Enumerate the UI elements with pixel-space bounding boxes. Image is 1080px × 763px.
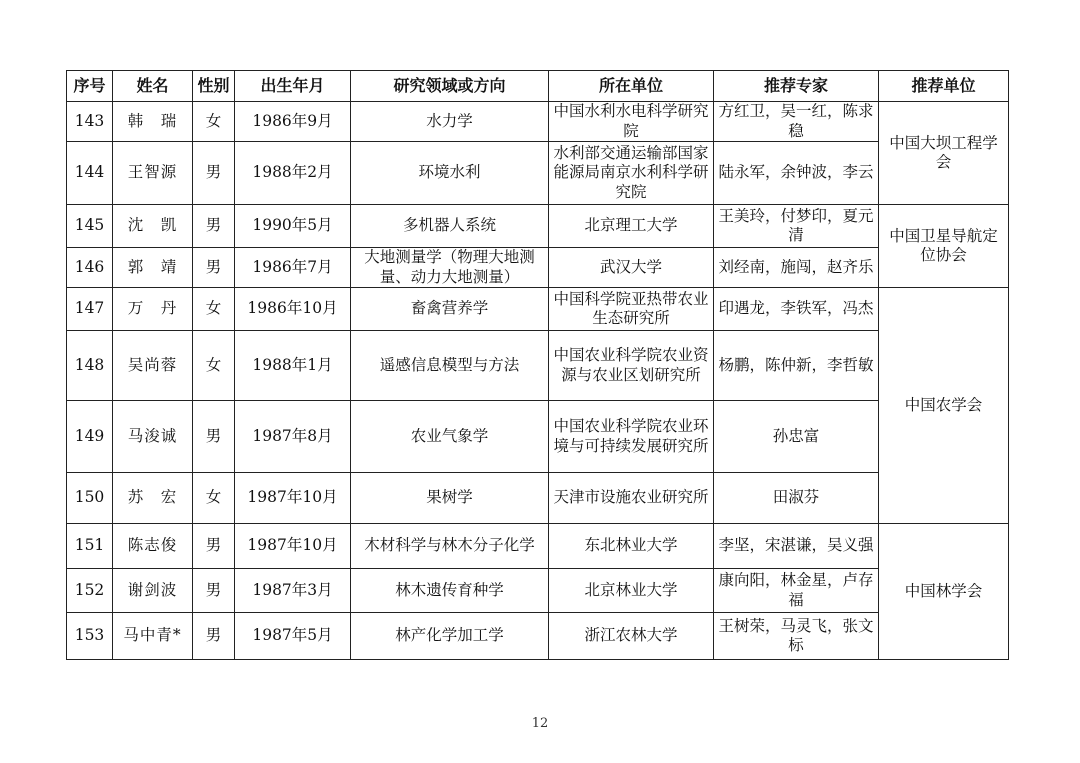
header-field: 研究领域或方向 [351,71,549,102]
cell-gender: 男 [193,569,235,613]
cell-experts: 杨鹏，陈仲新，李哲敏 [714,331,879,401]
table-row [67,102,1009,142]
table-row [67,524,1009,569]
cell-no: 148 [67,331,113,401]
cell-birth: 1988年2月 [235,142,351,205]
table-row [67,401,1009,473]
cell-birth: 1986年7月 [235,248,351,288]
cell-unit: 武汉大学 [549,248,714,288]
recommendation-table [66,70,1009,660]
cell-unit: 北京理工大学 [549,205,714,248]
cell-unit: 中国水利水电科学研究院 [549,102,714,142]
cell-name: 马浚诚 [113,401,193,473]
cell-experts: 孙忠富 [714,401,879,473]
table-row [67,288,1009,331]
cell-gender: 男 [193,524,235,569]
header-experts: 推荐专家 [714,71,879,102]
cell-birth: 1987年8月 [235,401,351,473]
cell-no: 152 [67,569,113,613]
cell-recommend-unit: 中国林学会 [879,524,1009,660]
cell-no: 145 [67,205,113,248]
cell-birth: 1990年5月 [235,205,351,248]
cell-field: 农业气象学 [351,401,549,473]
table-row [67,331,1009,401]
cell-field: 遥感信息模型与方法 [351,331,549,401]
header-birth: 出生年月 [235,71,351,102]
cell-no: 150 [67,473,113,524]
cell-no: 149 [67,401,113,473]
cell-field: 畜禽营养学 [351,288,549,331]
header-recommend-unit: 推荐单位 [879,71,1009,102]
table-row [67,248,1009,288]
cell-name: 陈志俊 [113,524,193,569]
cell-unit: 水利部交通运输部国家能源局南京水利科学研究院 [549,142,714,205]
cell-unit: 中国农业科学院农业环境与可持续发展研究所 [549,401,714,473]
header-no: 序号 [67,71,113,102]
cell-gender: 女 [193,331,235,401]
cell-experts: 陆永军，余钟波，李云 [714,142,879,205]
cell-name: 马中青* [113,613,193,660]
cell-field: 林产化学加工学 [351,613,549,660]
cell-unit: 中国科学院亚热带农业生态研究所 [549,288,714,331]
header-name: 姓名 [113,71,193,102]
table-row [67,142,1009,205]
table-row [67,569,1009,613]
cell-experts: 田淑芬 [714,473,879,524]
cell-unit: 北京林业大学 [549,569,714,613]
cell-birth: 1986年10月 [235,288,351,331]
cell-gender: 女 [193,102,235,142]
cell-gender: 男 [193,205,235,248]
cell-gender: 男 [193,142,235,205]
cell-name: 郭 靖 [113,248,193,288]
cell-field: 果树学 [351,473,549,524]
cell-field: 木材科学与林木分子化学 [351,524,549,569]
cell-birth: 1988年1月 [235,331,351,401]
cell-field: 多机器人系统 [351,205,549,248]
cell-birth: 1987年10月 [235,524,351,569]
table-row [67,473,1009,524]
cell-experts: 印遇龙，李铁军，冯杰 [714,288,879,331]
cell-unit: 天津市设施农业研究所 [549,473,714,524]
cell-no: 144 [67,142,113,205]
cell-gender: 男 [193,613,235,660]
cell-name: 王智源 [113,142,193,205]
cell-experts: 李坚，宋湛谦，吴义强 [714,524,879,569]
cell-birth: 1987年5月 [235,613,351,660]
cell-experts: 刘经南，施闯，赵齐乐 [714,248,879,288]
cell-field: 林木遗传育种学 [351,569,549,613]
cell-field: 环境水利 [351,142,549,205]
cell-name: 吴尚蓉 [113,331,193,401]
cell-no: 151 [67,524,113,569]
cell-birth: 1987年3月 [235,569,351,613]
cell-no: 146 [67,248,113,288]
cell-experts: 王树荣，马灵飞，张文标 [714,613,879,660]
table-row [67,205,1009,248]
cell-recommend-unit: 中国卫星导航定位协会 [879,205,1009,288]
cell-no: 143 [67,102,113,142]
cell-no: 147 [67,288,113,331]
cell-name: 沈 凯 [113,205,193,248]
cell-name: 谢剑波 [113,569,193,613]
cell-gender: 男 [193,248,235,288]
page-number: 12 [531,716,549,731]
cell-field: 水力学 [351,102,549,142]
header-gender: 性别 [193,71,235,102]
cell-gender: 女 [193,473,235,524]
cell-field: 大地测量学（物理大地测量、动力大地测量） [351,248,549,288]
cell-name: 韩 瑞 [113,102,193,142]
cell-name: 苏 宏 [113,473,193,524]
cell-gender: 女 [193,288,235,331]
cell-unit: 浙江农林大学 [549,613,714,660]
cell-experts: 方红卫，吴一红，陈求稳 [714,102,879,142]
cell-birth: 1987年10月 [235,473,351,524]
cell-recommend-unit: 中国农学会 [879,288,1009,524]
cell-unit: 中国农业科学院农业资源与农业区划研究所 [549,331,714,401]
cell-birth: 1986年9月 [235,102,351,142]
cell-unit: 东北林业大学 [549,524,714,569]
cell-experts: 王美玲，付梦印，夏元清 [714,205,879,248]
cell-name: 万 丹 [113,288,193,331]
cell-experts: 康向阳，林金星，卢存福 [714,569,879,613]
cell-no: 153 [67,613,113,660]
cell-gender: 男 [193,401,235,473]
table-row [67,613,1009,660]
cell-recommend-unit: 中国大坝工程学会 [879,102,1009,205]
table-header-row [67,71,1009,102]
header-unit: 所在单位 [549,71,714,102]
